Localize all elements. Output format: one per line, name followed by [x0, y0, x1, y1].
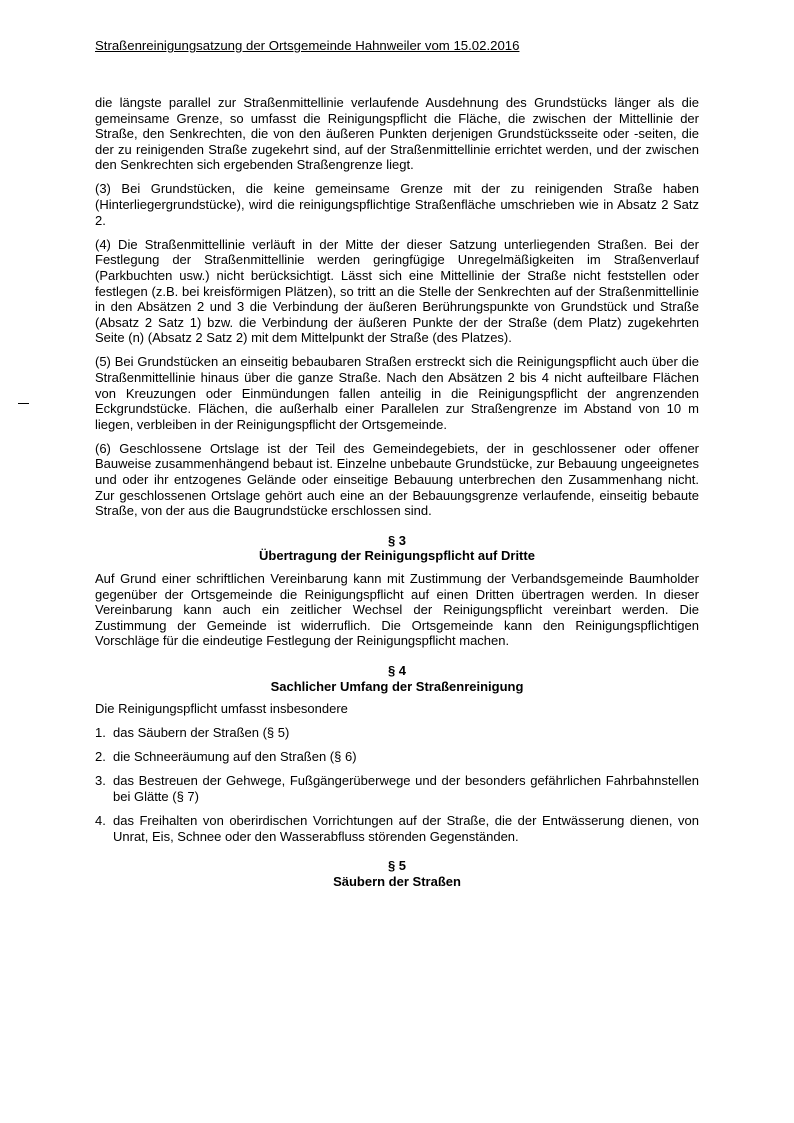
- section-3-title: Übertragung der Reinigungspflicht auf Dritte: [259, 548, 535, 564]
- list-item: [95, 749, 699, 765]
- section-4-intro: Die Reinigungspflicht umfasst insbesondere: [95, 701, 348, 717]
- section-5-number: § 5: [387, 858, 407, 874]
- list-item-number: 3.: [95, 773, 106, 789]
- margin-mark: [18, 403, 29, 404]
- paragraph-6: (6) Geschlossene Ortslage ist der Teil des Gemeindegebiets, der in geschlossener oder offener Bauweise zusammenhängend bebaut ist. Einzelne unbebaute Grundstücke, zur Bebauung ungeeignetes und oder ihr entzogenes Gelände oder einseitige Bebauung unterbrechen den Zusammenhang nicht. Zur geschlossenen Ortslage gehört auch eine an der Bebauungsgrenze verlaufende, einseitig bebaute Straße, von der aus die Baugrundstücke erschlossen sind.: [95, 440, 699, 519]
- list-item-text: das Bestreuen der Gehwege, Fußgängerüberwege und der besonders gefährlichen Fahrbahnstellen bei Glätte (§ 7): [113, 773, 699, 805]
- section-4-number: § 4: [387, 663, 407, 678]
- list-item: [95, 813, 699, 844]
- list-item: [95, 773, 699, 804]
- list-item-number: 2.: [95, 749, 106, 765]
- document-body: [95, 95, 699, 897]
- paragraph-5: (5) Bei Grundstücken an einseitig bebaubaren Straßen erstreckt sich die Reinigungspflicht auch über die Straßenmittellinie hinaus über die ganze Straße. Nach den Absätzen 2 bis 4 nicht aufteilbare Flächen von Kreuzungen oder Einmündungen fallen anteilig in die Reinigungspflicht der angrenzenden Eckgrundstücke. Flächen, die außerhalb einer Parallelen zur Straßengrenze im Abstand von 10 m liegen, verbleiben in der Reinigungspflicht der Ortsgemeinde.: [95, 354, 699, 432]
- paragraph-3: (3) Bei Grundstücken, die keine gemeinsame Grenze mit der zu reinigenden Straße haben (Hinterliegergrundstücke), wird die reinigungspflichtige Straßenfläche umschrieben wie in Absatz 2 Satz 2.: [95, 181, 699, 228]
- list-item: [95, 725, 699, 741]
- section-5-title: Säubern der Straßen: [333, 873, 461, 889]
- section-3-number: § 3: [387, 532, 407, 548]
- list-item-text: das Freihalten von oberirdischen Vorrichtungen auf der Straße, die der Entwässerung dienen, von Unrat, Eis, Schnee oder den Wasserabfluss störenden Gegenständen.: [113, 813, 699, 844]
- paragraph-continuation: die längste parallel zur Straßenmittellinie verlaufende Ausdehnung des Grundstücks länger als die gemeinsame Grenze, so umfasst die Reinigungspflicht die Fläche, die zwischen der Mittellinie der Straße, den Senkrechten, die von den äußeren Punkten derjenigen Grundstücksseite oder -seiten, die der zu reinigenden Straße zugekehrt sind, auf der Straßenmittellinie errichtet werden, und der zwischen den Senkrechten sich ergebenden Straßengrenze liegt.: [95, 95, 699, 173]
- list-item-number: 4.: [95, 813, 106, 829]
- list-item-text: die Schneeräumung auf den Straßen (§ 6): [113, 749, 357, 765]
- page-header: Straßenreinigungsatzung der Ortsgemeinde Hahnweiler vom 15.02.2016: [95, 38, 520, 53]
- section-3-text: Auf Grund einer schriftlichen Vereinbarung kann mit Zustimmung der Verbandsgemeinde Baumholder gegenüber der Ortsgemeinde die Reinigungspflicht auf einen Dritten übertragen werden. In dieser Vereinbarung kann auch ein zeitlicher Wechsel der Reinigungspflicht vereinbart werden. Die Zustimmung der Gemeinde ist widerruflich. Die Ortsgemeinde kann den Reinigungspflichtigen Vorschläge für die eindeutige Festlegung der Reinigungspflicht machen.: [95, 571, 699, 649]
- section-4-title: Sachlicher Umfang der Straßenreinigung: [270, 678, 524, 694]
- list-item-number: 1.: [95, 725, 106, 741]
- paragraph-4: (4) Die Straßenmittellinie verläuft in der Mitte der dieser Satzung unterliegenden Straßen. Bei der Festlegung der Straßenmittellinie werden geringfügige Unregelmäßigkeiten im Straßenverlauf (Parkbuchten usw.) nicht berücksichtigt. Lässt sich eine Mittellinie der Straße nicht feststellen oder festlegen (z.B. bei kreisförmigen Plätzen), so tritt an die Stelle der Senkrechten auf der Straßenmittellinie in den Absätzen 2 und 3 die Verbindung der äußeren Berührungspunkte von Grundstück und Straße (Absatz 2 Satz 1) bzw. die Verbindung der äußeren Punkte der der Straße (dem Platz) zugekehrten Seite (n) (Absatz 2 Satz 2) mit dem Mittelpunkt der Straße (des Platzes).: [95, 236, 699, 346]
- section-4-list: [95, 725, 699, 844]
- list-item-text: das Säubern der Straßen (§ 5): [113, 725, 290, 741]
